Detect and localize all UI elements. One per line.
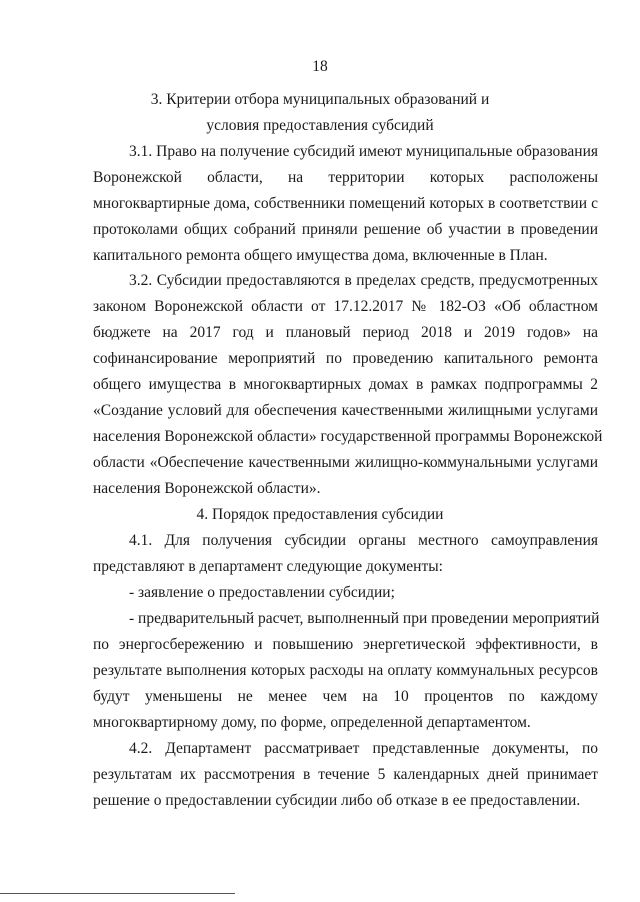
paragraph-line: «Создание условий для обеспечения качественными жилищными услугами [93,402,598,419]
paragraph-line: по энергосбережению и повышению энергетической эффективности, в [93,636,598,653]
paragraph-line: населения Воронежской области» государственной программы Воронежской [93,428,603,445]
paragraph-line: населения Воронежской области». [93,480,321,497]
bottom-edge-line [0,893,235,894]
paragraph-line: бюджете на 2017 год и плановый период 2018 и 2019 годов» на [93,324,598,341]
paragraph-line: законом Воронежской области от 17.12.2017 № 182-ОЗ «Об областном [93,298,598,315]
paragraph-line: общего имущества в многоквартирных домах в рамках подпрограммы 2 [93,376,598,393]
paragraph-line: многоквартирному дому, по форме, определенной департаментом. [93,714,531,731]
paragraph-line: решение о предоставлении субсидии либо об отказе в ее предоставлении. [93,792,581,809]
paragraph-line: 3.2. Субсидии предоставляются в пределах средств, предусмотренных [129,272,598,289]
paragraph-3-1 [93,139,598,269]
paragraph-line: результате выполнения которых расходы на оплату коммунальных ресурсов [93,662,598,679]
paragraph-line: 4.1. Для получения субсидии органы местного самоуправления [129,532,598,549]
paragraph-line: представляют в департамент следующие документы: [93,558,443,575]
section-4-title: 4. Порядок предоставления субсидии [196,506,444,523]
paragraph-line: результатам их рассмотрения в течение 5 календарных дней принимает [93,766,598,783]
paragraph-line: протоколами общих собраний приняли решение об участии в проведении [93,221,598,238]
paragraph-line: многоквартирные дома, собственники помещений которых в соответствии с [93,195,598,212]
paragraph-4-2 [93,736,598,814]
paragraph-line: области «Обеспечение качественными жилищно-коммунальными услугами [93,454,598,471]
section-3-title-line-2: условия предоставления субсидий [206,117,434,134]
paragraph-line: - заявление о предоставлении субсидии; [129,584,395,601]
paragraph-4-1 [93,528,598,580]
paragraph-line: - предварительный расчет, выполненный при проведении мероприятий [129,610,600,627]
paragraph-line: капитального ремонта общего имущества дома, включенные в План. [93,247,548,264]
page-number: 18 [312,58,328,75]
paragraph-line: софинансирование мероприятий по проведению капитального ремонта [93,350,598,367]
paragraph-line: Воронежской области, на территории которых расположены [93,169,598,186]
list-item-application [93,580,598,606]
paragraph-line: будут уменьшены не менее чем на 10 процентов по каждому [93,688,598,705]
paragraph-line: 3.1. Право на получение субсидий имеют муниципальные образования [129,143,598,160]
list-item-preliminary-calculation [93,606,598,736]
section-3-title-line-1: 3. Критерии отбора муниципальных образований и [150,91,490,108]
paragraph-line: 4.2. Департамент рассматривает представленные документы, по [129,740,598,757]
paragraph-3-2 [93,268,603,502]
